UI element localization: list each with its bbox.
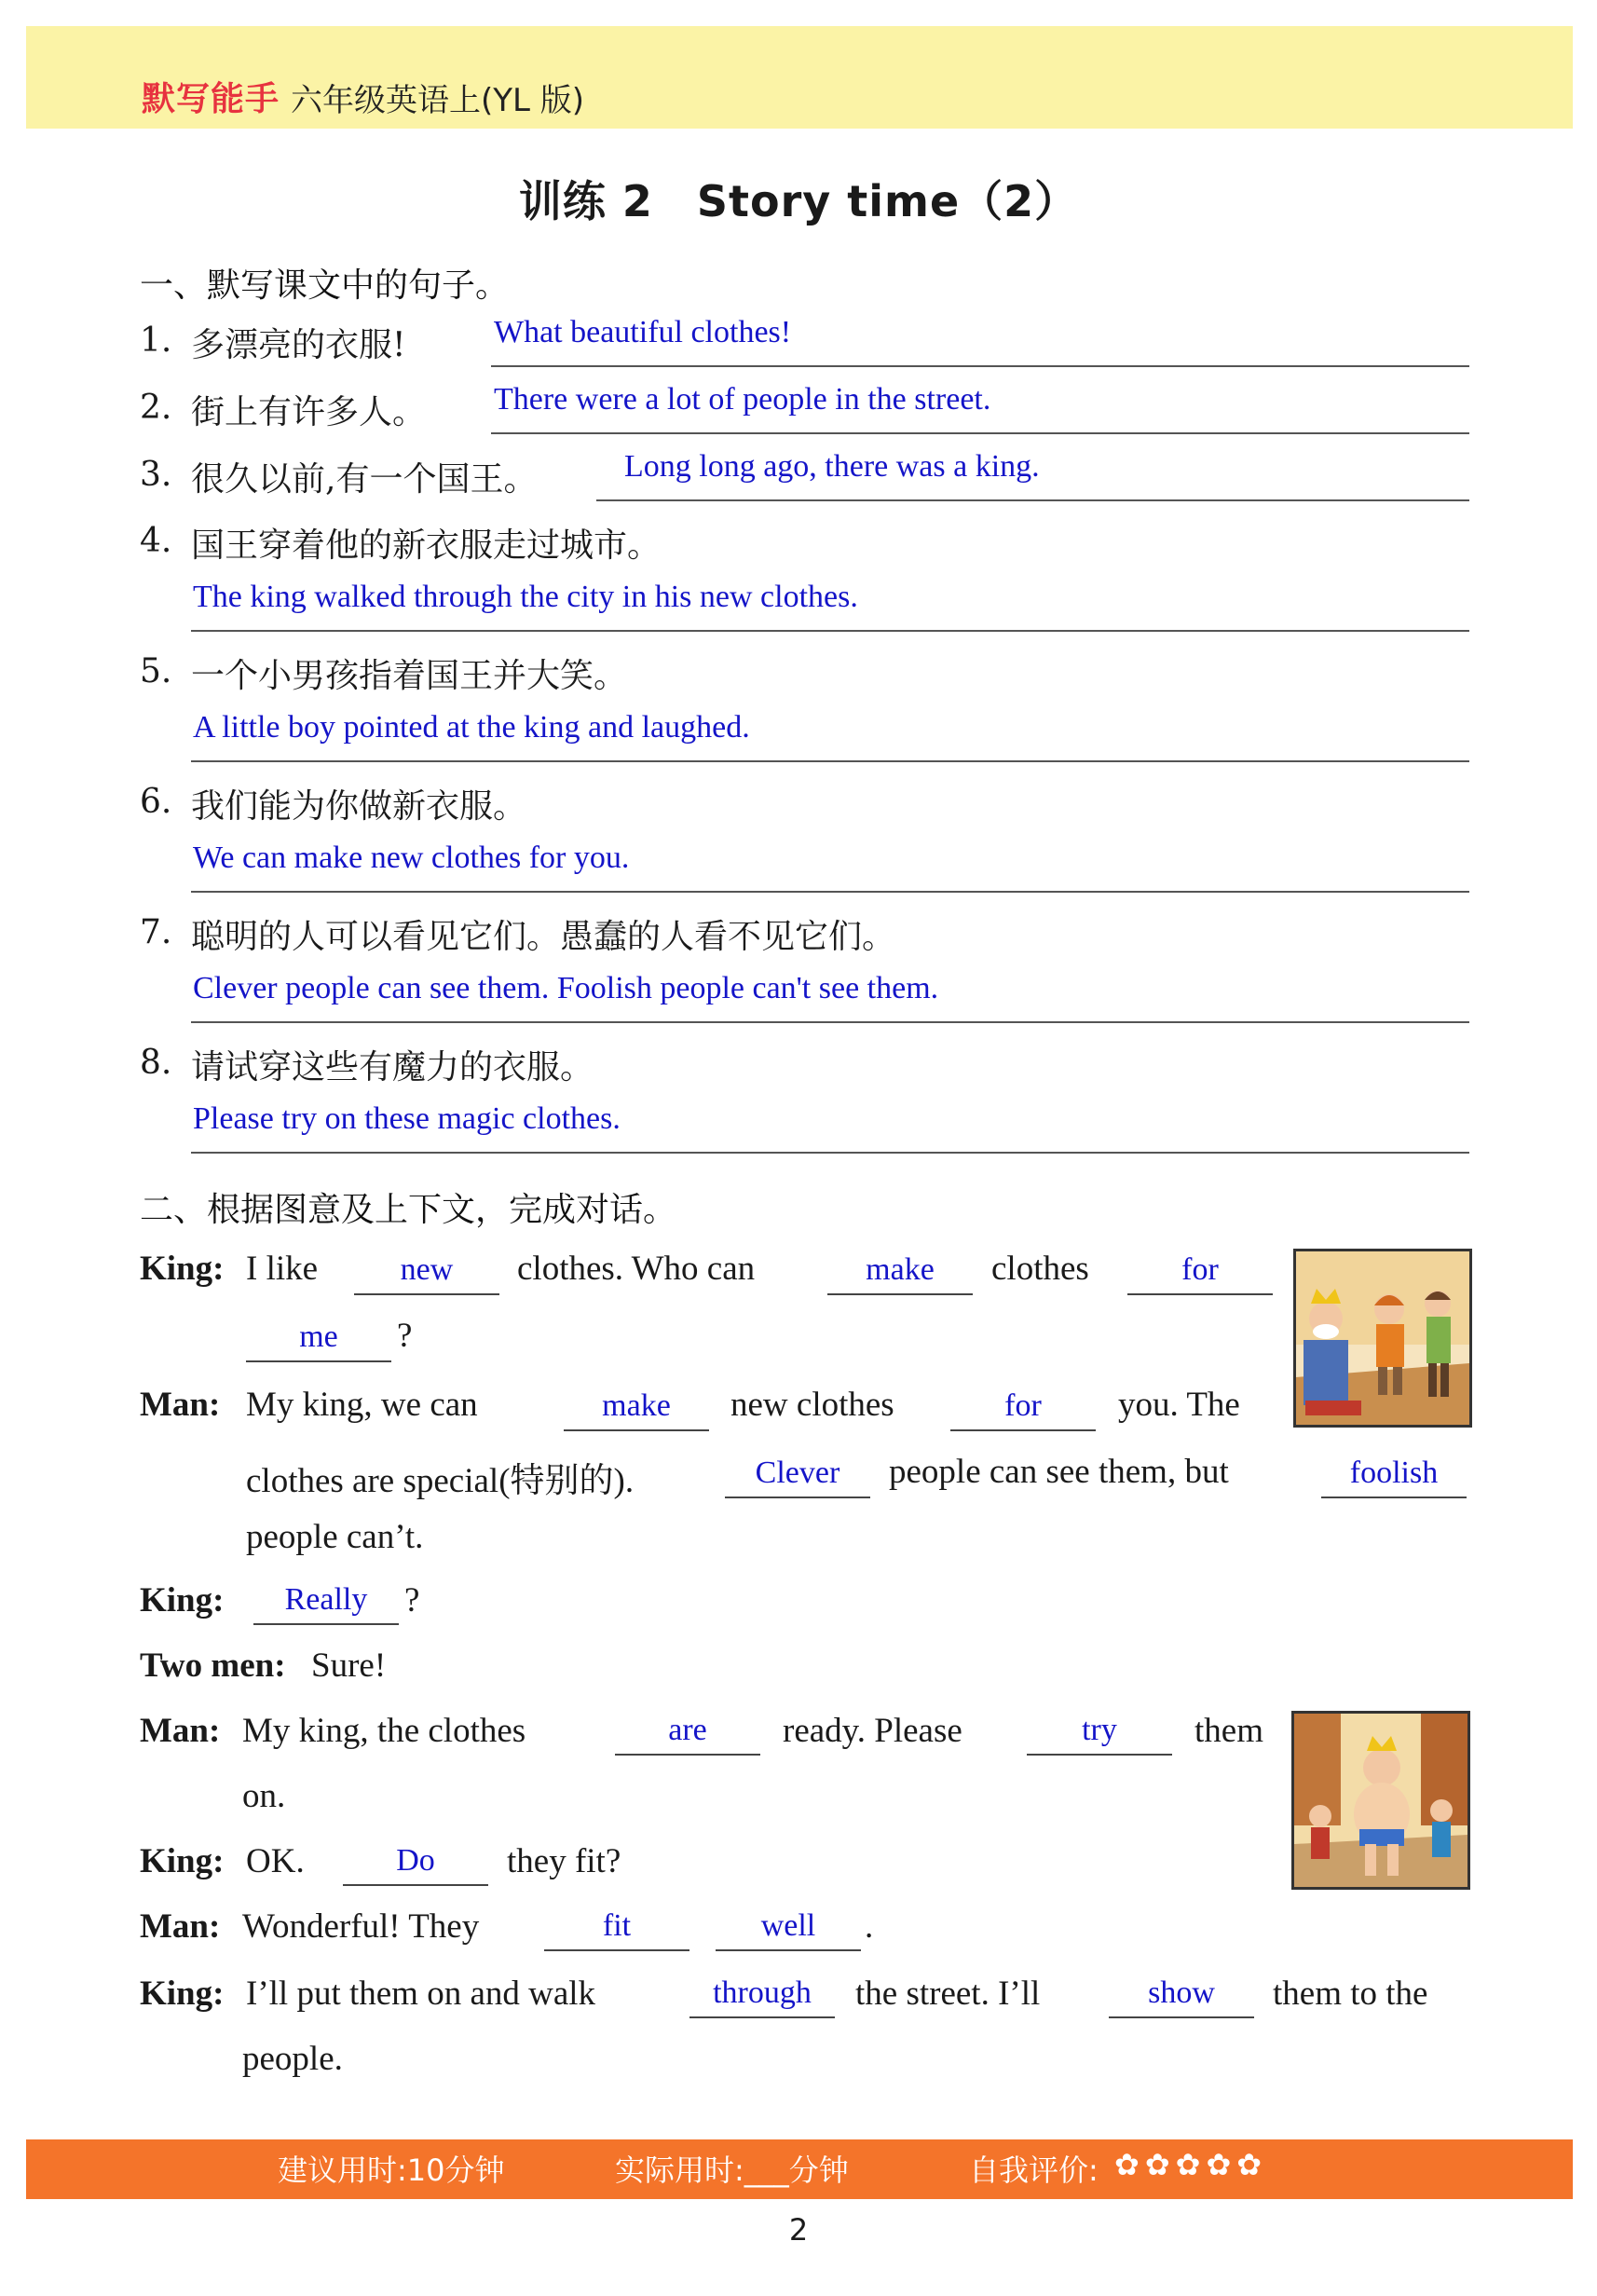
dialogue-text: My king, we can bbox=[246, 1386, 478, 1424]
answer-blank: make bbox=[827, 1247, 973, 1295]
item-chinese: 国王穿着他的新衣服走过城市。 bbox=[191, 526, 662, 565]
answer-blank: Clever bbox=[725, 1450, 870, 1498]
speaker-king: King: bbox=[140, 1975, 225, 2013]
answer-blank: for bbox=[1127, 1247, 1273, 1295]
speaker-man: Man: bbox=[140, 1907, 221, 1946]
answer-blank: show bbox=[1109, 1970, 1254, 2018]
item-number: 1. bbox=[140, 321, 172, 360]
answer-text: Clever people can see them. Foolish people can't see them. bbox=[193, 971, 939, 1005]
answer-blank: through bbox=[689, 1970, 835, 2018]
illustration-king-tailors bbox=[1293, 1249, 1472, 1428]
illustration-king-street bbox=[1291, 1711, 1470, 1890]
star-icon[interactable]: ✿ bbox=[1236, 2147, 1268, 2182]
item-number: 7. bbox=[140, 913, 172, 951]
speaker-two-men: Two men: bbox=[140, 1647, 286, 1685]
star-icon[interactable]: ✿ bbox=[1114, 2147, 1145, 2182]
speaker-man: Man: bbox=[140, 1712, 221, 1750]
item-number: 4. bbox=[140, 522, 172, 560]
dialogue-text: OK. bbox=[246, 1842, 305, 1880]
answer-blank: Really bbox=[253, 1577, 399, 1625]
item-number: 2. bbox=[140, 389, 172, 427]
dialogue-text: clothes bbox=[991, 1250, 1089, 1288]
dialogue-text: Wonderful! They bbox=[242, 1907, 480, 1946]
brand-logo: 默写能手 bbox=[142, 80, 280, 118]
star-icon[interactable]: ✿ bbox=[1206, 2147, 1237, 2182]
answer-blank: fit bbox=[544, 1903, 689, 1951]
item-chinese: 很久以前,有一个国王。 bbox=[191, 460, 538, 499]
star-icon[interactable]: ✿ bbox=[1144, 2147, 1176, 2182]
dialogue-text: them to the bbox=[1273, 1975, 1428, 2013]
dialogue-text: I like bbox=[246, 1250, 319, 1288]
answer-text: We can make new clothes for you. bbox=[193, 840, 630, 875]
answer-blank: foolish bbox=[1321, 1450, 1467, 1498]
answer-line bbox=[191, 630, 1469, 632]
item-chinese: 街上有许多人。 bbox=[191, 393, 427, 431]
dialogue-text: clothes. Who can bbox=[517, 1250, 756, 1288]
answer-text: Please try on these magic clothes. bbox=[193, 1101, 621, 1136]
dialogue-text: the street. I’ll bbox=[855, 1975, 1041, 2013]
answer-line bbox=[191, 1021, 1469, 1023]
item-chinese: 我们能为你做新衣服。 bbox=[191, 787, 527, 826]
dialogue-text: them bbox=[1194, 1712, 1263, 1750]
answer-text: There were a lot of people in the street. bbox=[494, 382, 991, 417]
answer-blank: for bbox=[950, 1383, 1096, 1431]
section1-heading: 一、默写课文中的句子。 bbox=[140, 266, 510, 305]
speaker-king: King: bbox=[140, 1581, 225, 1620]
item-number: 5. bbox=[140, 652, 172, 690]
answer-blank: try bbox=[1027, 1707, 1172, 1756]
dialogue-text: . bbox=[865, 1907, 874, 1946]
dialogue-text: people can see them, but bbox=[889, 1453, 1229, 1491]
answer-blank: well bbox=[716, 1903, 861, 1951]
answer-line bbox=[191, 1152, 1469, 1154]
dialogue-text: on. bbox=[242, 1777, 286, 1815]
dialogue-text: people can’t. bbox=[246, 1518, 424, 1556]
item-chinese: 请试穿这些有魔力的衣服。 bbox=[191, 1048, 594, 1086]
item-chinese: 多漂亮的衣服! bbox=[191, 326, 406, 364]
book-title: 六年级英语上(YL 版) bbox=[291, 82, 585, 119]
item-number: 8. bbox=[140, 1044, 172, 1082]
item-chinese: 聪明的人可以看见它们。愚蠢的人看不见它们。 bbox=[191, 918, 896, 956]
dialogue-text: they fit? bbox=[507, 1842, 621, 1880]
item-number: 6. bbox=[140, 783, 172, 821]
answer-blank: are bbox=[615, 1707, 760, 1756]
page-title: 训练 2 Story time（2） bbox=[518, 176, 1079, 226]
dialogue-text: I’ll put them on and walk bbox=[246, 1975, 596, 2013]
section2-heading: 二、根据图意及上下文，完成对话。 bbox=[140, 1191, 677, 1229]
dialogue-text: people. bbox=[242, 2040, 343, 2078]
dialogue-text: new clothes bbox=[730, 1386, 894, 1424]
answer-text: The king walked through the city in his new clothes. bbox=[193, 580, 858, 614]
answer-text: Long long ago, there was a king. bbox=[624, 449, 1040, 484]
answer-line bbox=[596, 499, 1469, 501]
item-chinese: 一个小男孩指着国王并大笑。 bbox=[191, 657, 628, 695]
dialogue-text: you. The bbox=[1118, 1386, 1240, 1424]
dialogue-text: clothes are special(特别的). bbox=[246, 1462, 635, 1500]
answer-blank: make bbox=[564, 1383, 709, 1431]
page-number: 2 bbox=[788, 2212, 809, 2248]
dialogue-text: My king, the clothes bbox=[242, 1712, 526, 1750]
answer-line bbox=[491, 432, 1469, 434]
dialogue-text: Sure! bbox=[311, 1647, 387, 1685]
dialogue-text: ? bbox=[397, 1317, 413, 1355]
answer-line bbox=[491, 365, 1469, 367]
answer-text: What beautiful clothes! bbox=[494, 315, 792, 349]
item-number: 3. bbox=[140, 456, 172, 494]
dialogue-text: ready. Please bbox=[783, 1712, 962, 1750]
dialogue-text: ? bbox=[404, 1581, 420, 1620]
speaker-man: Man: bbox=[140, 1386, 221, 1424]
answer-blank: me bbox=[246, 1314, 391, 1362]
speaker-king: King: bbox=[140, 1842, 225, 1880]
answer-blank: new bbox=[354, 1247, 499, 1295]
answer-blank: Do bbox=[343, 1838, 488, 1886]
suggested-time: 建议用时:10分钟 bbox=[278, 2152, 505, 2188]
star-icon[interactable]: ✿ bbox=[1175, 2147, 1207, 2182]
self-evaluation-label: 自我评价: bbox=[969, 2152, 1099, 2188]
answer-line bbox=[191, 891, 1469, 893]
speaker-king: King: bbox=[140, 1250, 225, 1288]
rating-stars bbox=[1114, 2147, 1267, 2182]
answer-line bbox=[191, 760, 1469, 762]
actual-time: 实际用时:___分钟 bbox=[615, 2152, 849, 2188]
answer-text: A little boy pointed at the king and laughed. bbox=[193, 710, 750, 745]
